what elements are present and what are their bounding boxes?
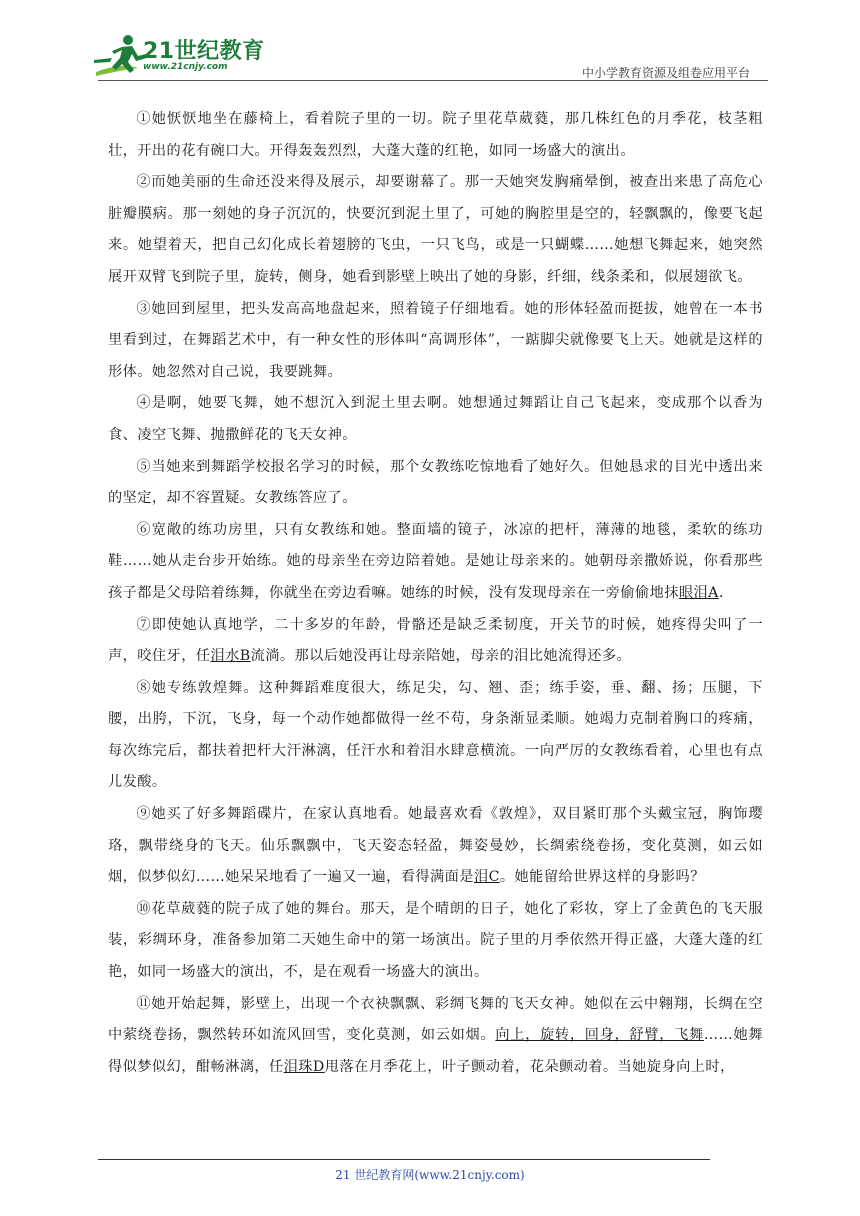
page-header [0, 0, 860, 90]
paragraph-2: ②而她美丽的生命还没来得及展示，却要谢幕了。那一天她突发胸痛晕倒，被查出来患了高危心脏瓣膜病。那一刻她的身子沉沉的，快要沉到泥土里了，可她的胸腔里是空的，轻飘飘的，像要飞起来。她望着天，把自己幻化成长着翅膀的飞虫，一只飞鸟，或是一只蝴蝶……她想飞舞起来，她突然展开双臂飞到院子里，旋转，侧身，她看到影壁上映出了她的身影，纤细，线条柔和，似展翅欲飞。 [108, 174, 763, 285]
underlined-blank-d: 泪珠D [283, 1058, 325, 1075]
paragraph-4: ④是啊，她要飞舞，她不想沉入到泥土里去啊。她想通过舞蹈让自己飞起来，变成那个以香为食、凌空飞舞、抛撒鲜花的飞天女神。 [108, 395, 763, 443]
footer-divider [98, 1159, 710, 1160]
paragraph-9: ⑨她买了好多舞蹈碟片，在家认真地看。她最喜欢看《敦煌》，双目紧盯那个头戴宝冠，胸饰璎珞，飘带绕身的飞天。仙乐飘飘中，飞天姿态轻盈，舞姿曼妙，长绸索绕卷扬，变化莫测，如云如烟，似梦似幻……她呆呆地看了一遍又一遍，看得满面是泪C。她能留给世界这样的身影吗？ [108, 806, 763, 886]
paragraph-8: ⑧她专练敦煌舞。这种舞蹈难度很大，练足尖，勾、翘、歪；练手姿，垂、翻、扬；压腿，下腰，出胯，下沉，飞身，每一个动作她都做得一丝不苟，身条渐显柔顺。她竭力克制着胸口的疼痛，每次练完后，都扶着把杆大汗淋漓，任汗水和着泪水肆意横流。一向严厉的女教练看着，心里也有点儿发酸。 [108, 679, 763, 791]
paragraph-1: ①她恹恹地坐在藤椅上，看着院子里的一切。院子里花草葳蕤，那几株红色的月季花，枝茎粗壮，开出的花有碗口大。开得轰轰烈烈，大蓬大蓬的红艳，如同一场盛大的演出。 [108, 111, 763, 159]
header-divider [98, 80, 768, 81]
paragraph-7: ⑦即使她认真地学，二十多岁的年龄，骨骼还是缺乏柔韧度，开关节的时候，她疼得尖叫了一声，咬住牙，任泪水B流淌。那以后她没再让母亲陪她，母亲的泪比她流得还多。 [108, 616, 763, 665]
logo-url: www.21cnjy.com [143, 62, 228, 72]
underlined-blank-a: 眼泪A [678, 584, 719, 601]
logo-text: 21世纪教育 [143, 39, 265, 64]
paragraph-10: ⑩花草葳蕤的院子成了她的舞台。那天，是个晴朗的日子，她化了彩妆，穿上了金黄色的飞天服装，彩绸环身，准备参加第二天她生命中的第一场演出。院子里的月季依然开得正盛，大蓬大蓬的红艳，如同一场盛大的演出，不，是在观看一场盛大的演出。 [108, 900, 763, 981]
paragraph-3: ③她回到屋里，把头发高高地盘起来，照着镜子仔细地看。她的形体轻盈而挺拔，她曾在一本书里看到过，在舞蹈艺术中，有一种女性的形体叫“高调形体”，一踮脚尖就像要飞上天。她就是这样的形体。她忽然对自己说，我要跳舞。 [108, 300, 763, 380]
underlined-phrase: 向上，旋转，回身，舒臂，飞舞 [495, 1027, 704, 1044]
paragraph-5: ⑤当她来到舞蹈学校报名学习的时候，那个女教练吃惊地看了她好久。但她恳求的目光中透出来的坚定，却不容置疑。女教练答应了。 [108, 458, 763, 507]
article-body [108, 104, 763, 1083]
underlined-blank-c: 泪C [473, 869, 500, 886]
underlined-blank-b: 泪水B [210, 648, 251, 665]
platform-label: 中小学教育资源及组卷应用平台 [581, 66, 750, 80]
paragraph-11: ⑪她开始起舞，影壁上，出现一个衣袂飘飘、彩绸飞舞的飞天女神。她似在云中翱翔，长绸在空中萦绕卷扬，飘然转环如流风回雪，变化莫测，如云如烟。向上，旋转，回身，舒臂，飞舞……她舞得似梦似幻，酣畅淋漓，任泪珠D甩落在月季花上，叶子颤动着，花朵颤动着。当她旋身向上时， [108, 995, 763, 1075]
paragraph-6: ⑥宽敞的练功房里，只有女教练和她。整面墙的镜子，冰凉的把杆，薄薄的地毯，柔软的练功鞋……她从走台步开始练。她的母亲坐在旁边陪着她。是她让母亲来的。她朝母亲撒娇说，你看那些孩子都是父母陪着练舞，你就坐在旁边看嘛。她练的时候，没有发现母亲在一旁偷偷地抹眼泪A. [108, 521, 763, 601]
footer-text: 21 世纪教育网(www.21cnjy.com) [335, 1168, 525, 1182]
